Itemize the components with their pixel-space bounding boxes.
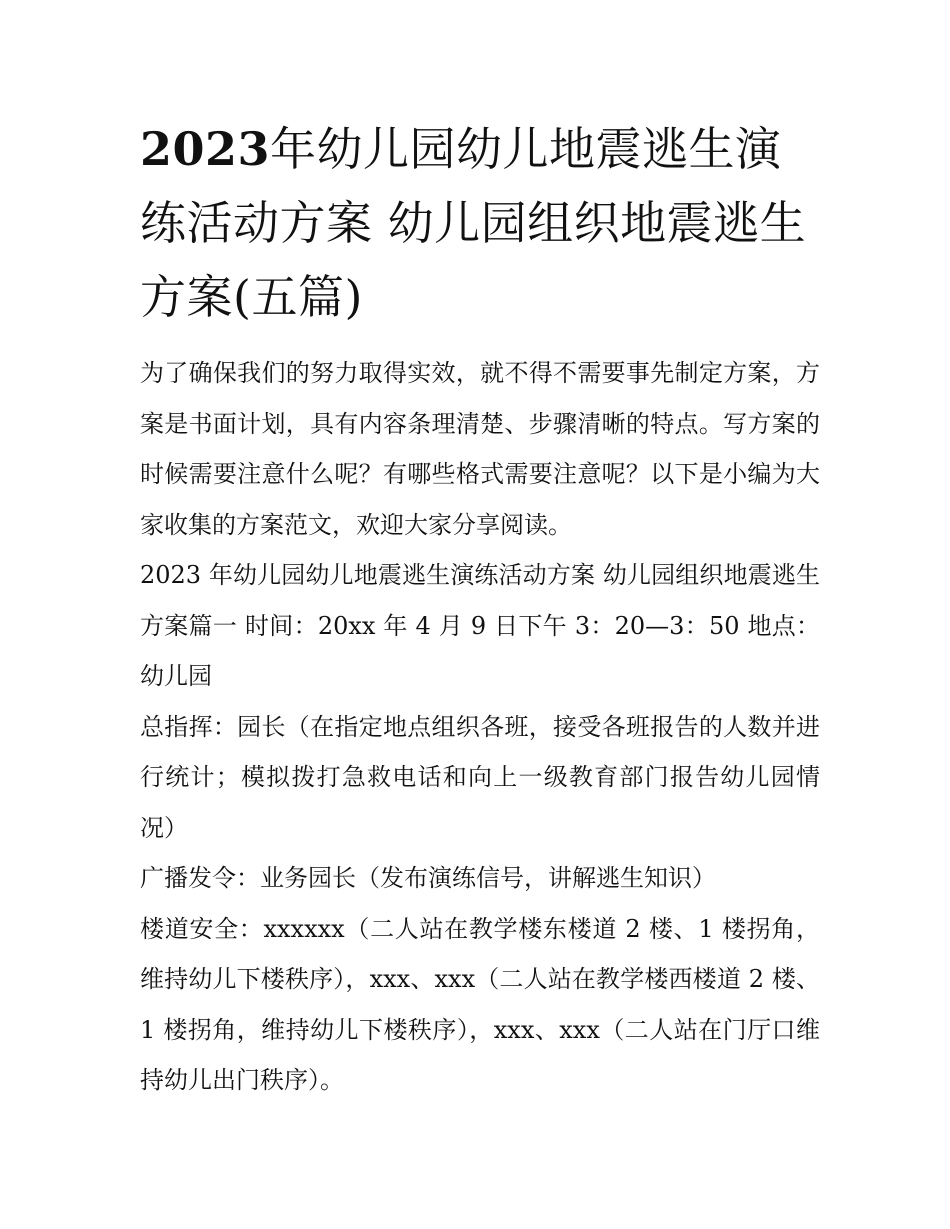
commander-paragraph: 总指挥：园长（在指定地点组织各班，接受各班报告的人数并进行统计；模拟拨打急救电话和向上一级教育部门报告幼儿园情况） [140,712,820,842]
section-heading-paragraph: 2023 年幼儿园幼儿地震逃生演练活动方案 幼儿园组织地震逃生方案篇一 时间：20xx 年 4 月 9 日下午 3：20—3：50 地点：幼儿园 [140,561,820,690]
document-title [140,112,820,334]
broadcast-paragraph: 广播发令：业务园长（发布演练信号，讲解逃生知识） [140,864,716,892]
corridor-safety-paragraph: 楼道安全：xxxxxx（二人站在教学楼东楼道 2 楼、1 楼拐角，维持幼儿下楼秩序），xxx、xxx（二人站在教学楼西楼道 2 楼、1 楼拐角，维持幼儿下楼秩序），xxx、xxx（二人站在门厅口维持幼儿出门秩序）。 [140,914,820,1094]
document-page [140,112,820,1106]
title-year: 2023 [140,122,271,176]
intro-paragraph: 为了确保我们的努力取得实效，就不得不需要事先制定方案，方案是书面计划，具有内容条理清楚、步骤清晰的特点。写方案的时候需要注意什么呢？有哪些格式需要注意呢？以下是小编为大家收集的方案范文，欢迎大家分享阅读。 [140,359,820,539]
document-body [140,348,820,1106]
title-text: 年幼儿园幼儿地震逃生演练活动方案 幼儿园组织地震逃生方案(五篇) [140,122,807,324]
